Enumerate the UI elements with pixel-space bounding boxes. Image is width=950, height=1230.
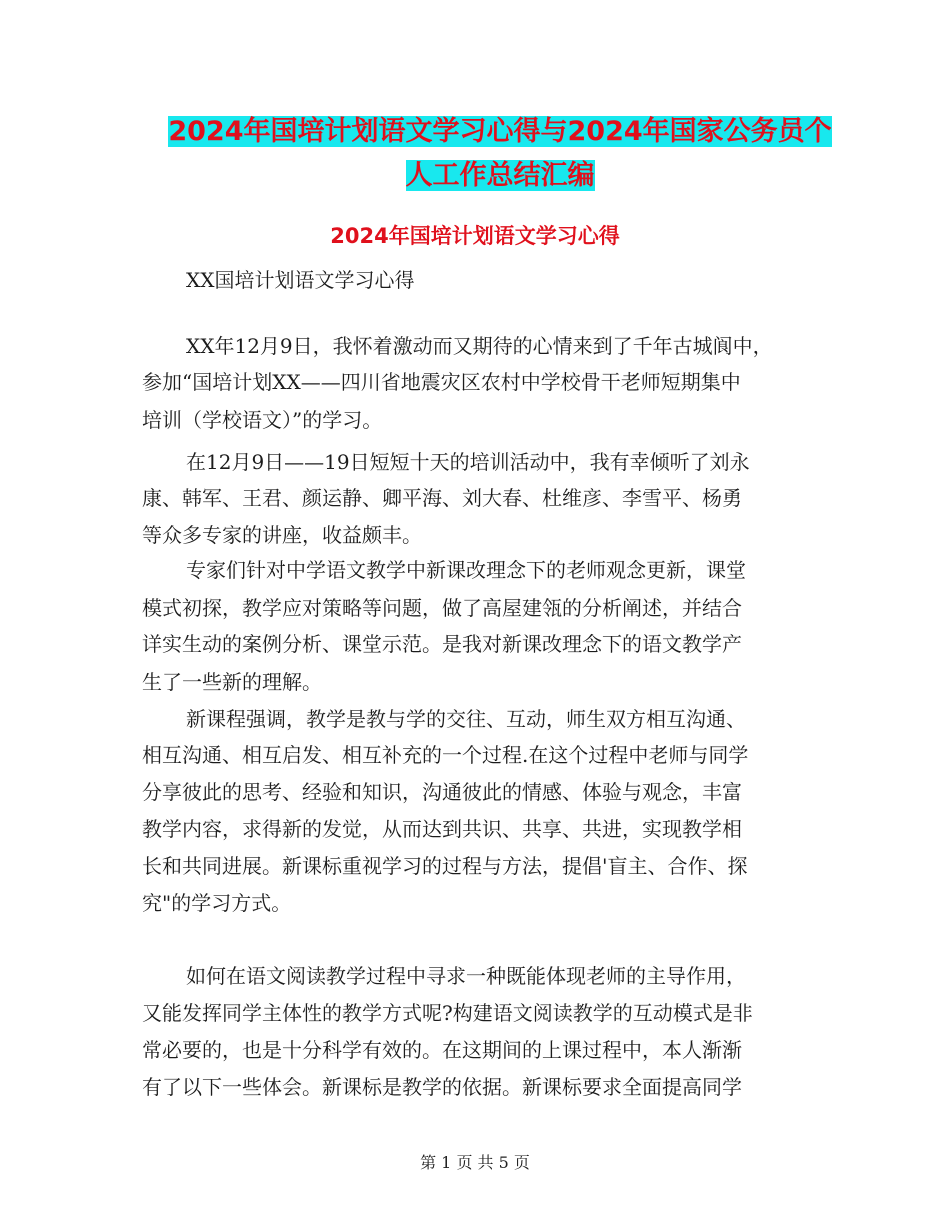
body-line: 又能发挥同学主体性的教学方式呢?构建语文阅读教学的互动模式是非 (142, 1001, 753, 1025)
body-line: 生了一些新的理解。 (142, 670, 322, 694)
document-title-line-2: 人工作总结汇编 (405, 160, 595, 191)
body-line: 有了以下一些体会。新课标是教学的依据。新课标要求全面提高同学 (142, 1075, 742, 1099)
body-line: 参加“国培计划XX——四川省地震灾区农村中学校骨干老师短期集中 (142, 370, 741, 394)
body-line: 康、韩军、王君、颜运静、卿平海、刘大春、杜维彦、李雪平、杨勇 (142, 486, 742, 510)
section-title: 2024年国培计划语文学习心得 (330, 224, 620, 248)
document-title-line-1: 2024年国培计划语文学习心得与2024年国家公务员个 (168, 116, 832, 147)
body-line: 究"的学习方式。 (142, 891, 292, 915)
body-line: 培训（学校语文）”的学习。 (142, 408, 383, 432)
body-line: 教学内容，求得新的发觉，从而达到共识、共享、共进，实现教学相 (142, 817, 742, 841)
body-line: 在12月9日——19日短短十天的培训活动中，我有幸倾听了刘永 (186, 450, 750, 474)
page-footer: 第 1 页 共 5 页 (420, 1153, 530, 1172)
body-line: XX国培计划语文学习心得 (186, 268, 415, 292)
body-line: 等众多专家的讲座，收益颇丰。 (142, 523, 422, 547)
body-line: 模式初探，教学应对策略等问题，做了高屋建瓴的分析阐述，并结合 (142, 596, 742, 620)
body-line: 分享彼此的思考、经验和知识，沟通彼此的情感、体验与观念，丰富 (142, 780, 742, 804)
body-line: 相互沟通、相互启发、相互补充的一个过程.在这个过程中老师与同学 (142, 743, 749, 767)
body-line: 常必要的，也是十分科学有效的。在这期间的上课过程中，本人渐渐 (142, 1038, 742, 1062)
body-line: 详实生动的案例分析、课堂示范。是我对新课改理念下的语文教学产 (142, 632, 742, 656)
body-line: 长和共同进展。新课标重视学习的过程与方法，提倡'盲主、合作、探 (142, 854, 748, 878)
body-line: XX年12月9日，我怀着激动而又期待的心情来到了千年古城阆中， (186, 334, 773, 358)
body-line: 新课程强调，教学是教与学的交往、互动，师生双方相互沟通、 (186, 707, 746, 731)
body-line: 专家们针对中学语文教学中新课改理念下的老师观念更新，课堂 (186, 558, 746, 582)
body-line: 如何在语文阅读教学过程中寻求一种既能体现老师的主导作用， (186, 964, 746, 988)
